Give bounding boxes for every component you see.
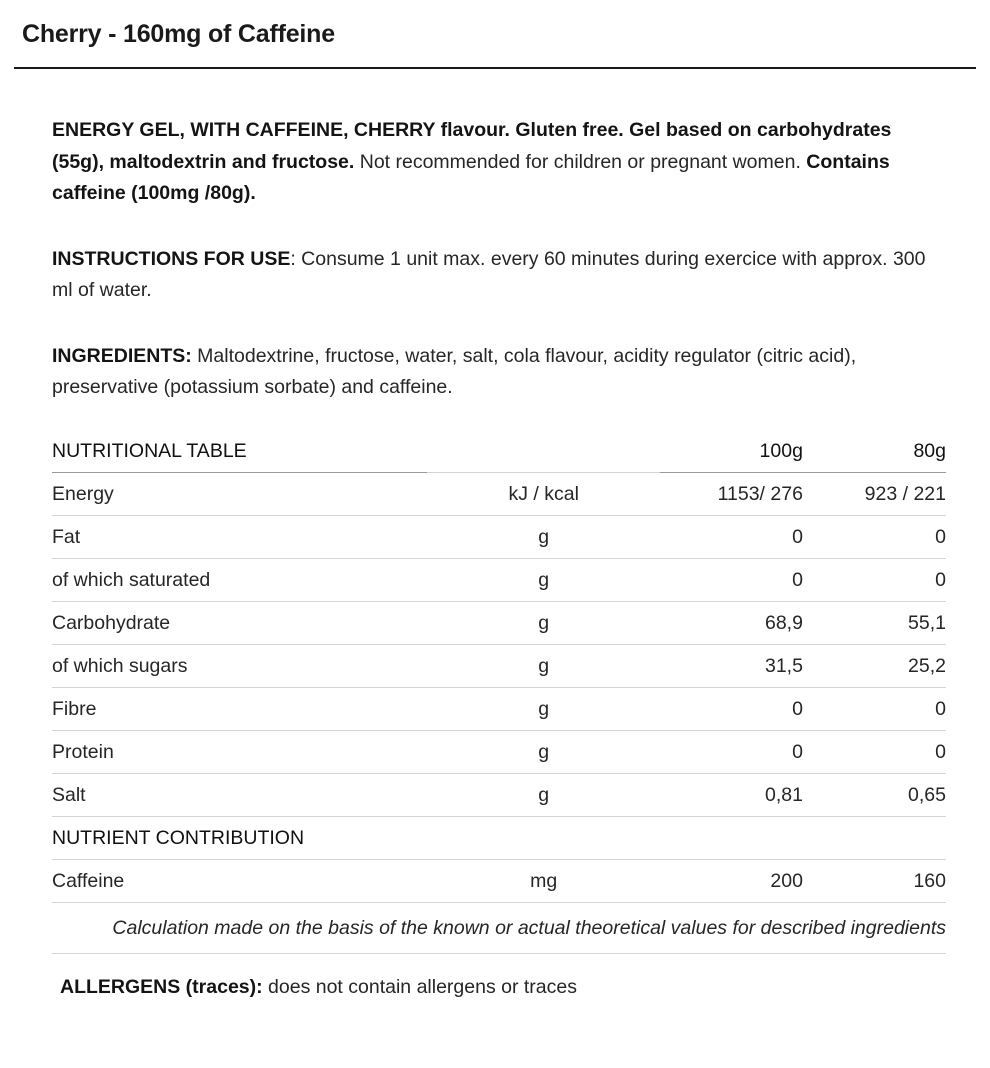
section-value-spacer-100g	[660, 817, 803, 860]
table-row	[52, 774, 946, 817]
table-row	[52, 688, 946, 731]
description-normal: Not recommended for children or pregnant women.	[354, 150, 807, 173]
section-header-row	[52, 817, 946, 860]
calculation-note: Calculation made on the basis of the known or actual theoretical values for described ingredients	[52, 903, 946, 953]
table-row	[52, 473, 946, 516]
nutritional-table	[52, 430, 946, 953]
ingredients-label: INGREDIENTS:	[52, 344, 192, 367]
table-row	[52, 516, 946, 559]
row-value-100g: 1153/ 276	[660, 473, 803, 516]
row-unit: g	[427, 559, 659, 602]
row-value-100g: 0	[660, 731, 803, 774]
row-unit: g	[427, 731, 659, 774]
allergens-paragraph	[52, 953, 946, 1005]
page-title: Cherry - 160mg of Caffeine	[22, 20, 335, 48]
column-header-name: NUTRITIONAL TABLE	[52, 430, 427, 473]
column-header-100g: 100g	[660, 430, 803, 473]
ingredients-paragraph	[52, 341, 946, 404]
row-value-100g: 0	[660, 688, 803, 731]
row-label: of which saturated	[52, 559, 427, 602]
instructions-label: INSTRUCTIONS FOR USE	[52, 247, 291, 270]
row-value-80g: 25,2	[803, 645, 946, 688]
row-label: of which sugars	[52, 645, 427, 688]
row-unit: kJ / kcal	[427, 473, 659, 516]
row-value-80g: 0	[803, 688, 946, 731]
row-label: Protein	[52, 731, 427, 774]
column-header-80g: 80g	[803, 430, 946, 473]
table-header-row	[52, 430, 946, 473]
row-value-100g: 0	[660, 516, 803, 559]
instructions-text: : Consume 1 unit max. every 60 minutes during exercice with approx. 300 ml of water.	[52, 247, 926, 302]
row-unit: g	[427, 688, 659, 731]
row-label: Fat	[52, 516, 427, 559]
table-row	[52, 645, 946, 688]
allergens-text: does not contain allergens or traces	[262, 975, 577, 998]
ingredients-text: Maltodextrine, fructose, water, salt, cola flavour, acidity regulator (citric acid), preservative (potassium sorbate) and caffeine.	[52, 344, 857, 399]
row-unit: g	[427, 645, 659, 688]
row-label: Carbohydrate	[52, 602, 427, 645]
section-value-spacer-80g	[803, 817, 946, 860]
row-label: Salt	[52, 774, 427, 817]
row-label: Fibre	[52, 688, 427, 731]
row-unit: g	[427, 516, 659, 559]
row-unit: g	[427, 774, 659, 817]
column-header-unit	[427, 430, 659, 473]
table-row	[52, 731, 946, 774]
row-value-80g: 0	[803, 559, 946, 602]
row-value-80g: 0	[803, 731, 946, 774]
table-row	[52, 559, 946, 602]
row-value-80g: 55,1	[803, 602, 946, 645]
table-row	[52, 860, 946, 903]
product-description	[52, 115, 946, 210]
row-value-100g: 200	[660, 860, 803, 903]
table-note-row	[52, 903, 946, 953]
table-row	[52, 602, 946, 645]
row-unit: mg	[427, 860, 659, 903]
row-value-80g: 0,65	[803, 774, 946, 817]
row-value-80g: 923 / 221	[803, 473, 946, 516]
nutrient-contribution-header: NUTRIENT CONTRIBUTION	[52, 817, 427, 860]
row-value-100g: 68,9	[660, 602, 803, 645]
row-label: Energy	[52, 473, 427, 516]
row-label: Caffeine	[52, 860, 427, 903]
description-bold-tail: Contains caffeine (100mg /80g).	[52, 150, 890, 205]
row-value-100g: 0,81	[660, 774, 803, 817]
row-value-100g: 0	[660, 559, 803, 602]
instructions-paragraph	[52, 244, 946, 307]
allergens-label: ALLERGENS (traces):	[60, 975, 263, 998]
row-value-100g: 31,5	[660, 645, 803, 688]
section-unit-spacer	[427, 817, 659, 860]
title-divider	[14, 67, 976, 69]
row-value-80g: 0	[803, 516, 946, 559]
description-bold-lead: ENERGY GEL, WITH CAFFEINE, CHERRY flavour. Gluten free. Gel based on carbohydrates (55g), maltodextrin and fructose.	[52, 119, 892, 173]
row-unit: g	[427, 602, 659, 645]
body-content	[12, 115, 978, 1005]
row-value-80g: 160	[803, 860, 946, 903]
